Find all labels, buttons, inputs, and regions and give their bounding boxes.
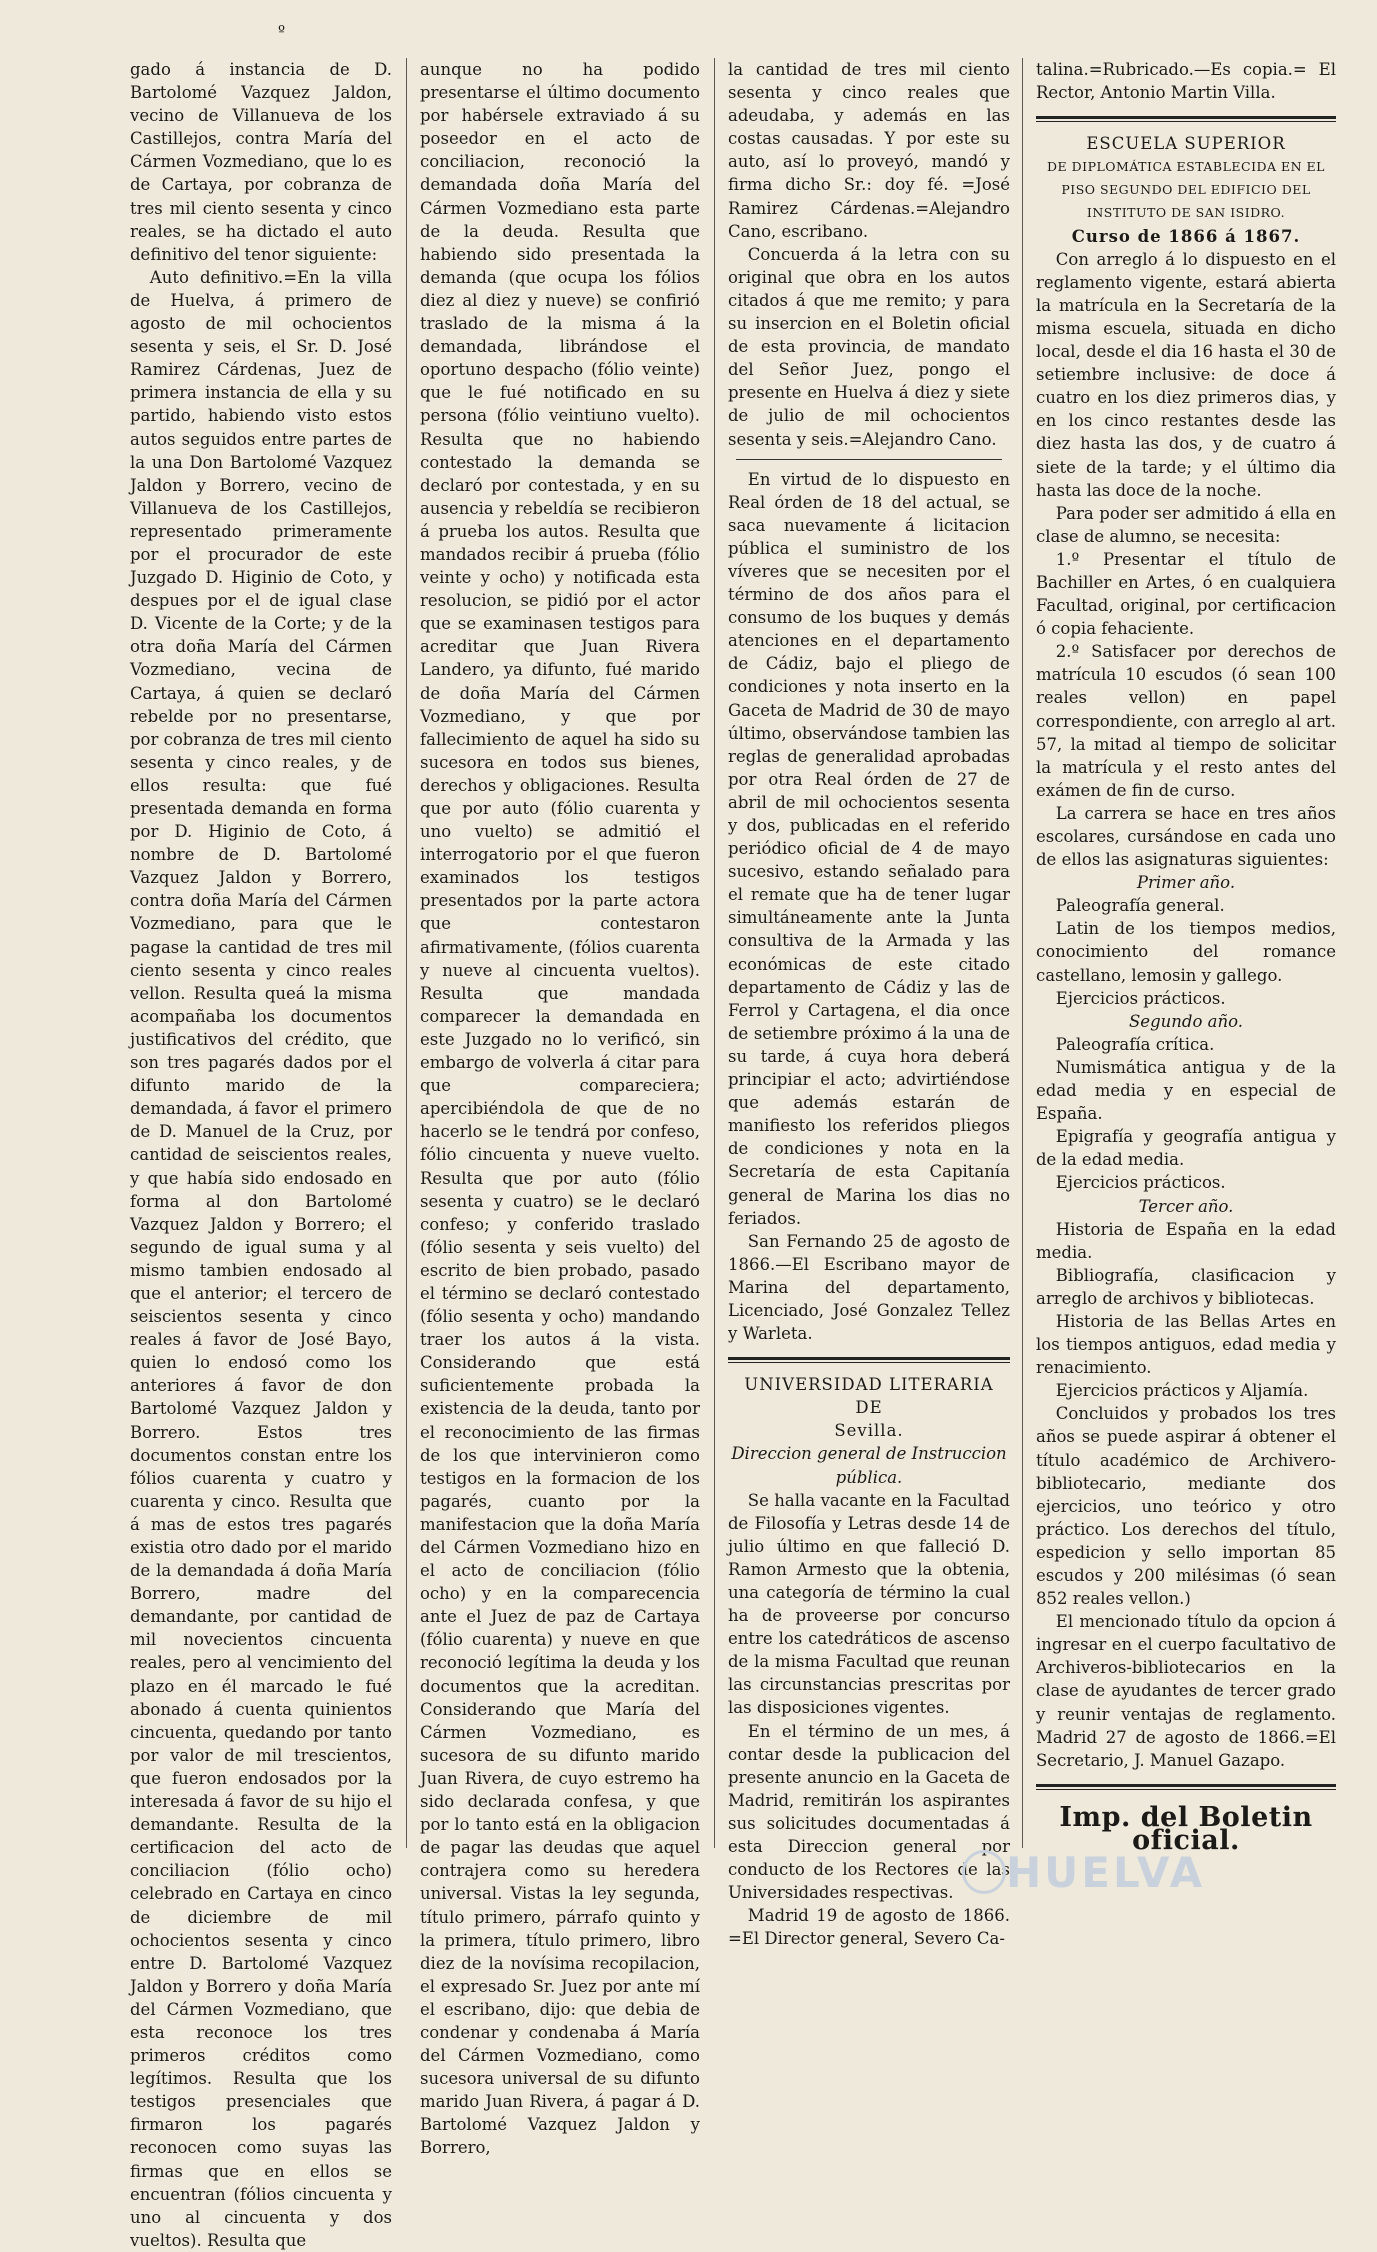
paragraph: la cantidad de tres mil ciento sesenta y cinco reales que adeudaba, y además en las costas causadas. Y por este su auto, así lo proveyó, mandó y firma dicho Sr.: doy fé. =José Ramirez Cárdenas.=Alejandro Cano, escribano.: [728, 60, 1010, 241]
subject-item: Historia de las Bellas Artes en los tiempos antiguos, edad media y renacimiento.: [1036, 1311, 1336, 1378]
subject-item: Paleografía general.: [1055, 896, 1225, 916]
column-divider: [1022, 58, 1023, 1848]
subject-item: Bibliografía, clasificacion y arreglo de archivos y bibliotecas.: [1036, 1265, 1336, 1308]
column-2: [420, 58, 700, 2158]
section-heading: UNIVERSIDAD LITERARIA DE: [744, 1375, 994, 1418]
column-4: [1036, 58, 1336, 1856]
paragraph: aunque no ha podido presentarse el último documento por habérsele extraviado á su poseedor en el acto de conciliacion, reconoció la demandada doña María del Cármen Vozmediano esta parte de la deuda. Resulta que habiendo sido presentada la demanda (que ocupa los fólios diez al diez y nueve) se confirió traslado de la misma á la demandada, librándose el oportuno despacho (fólio veinte) que le fué notificado en su persona (fólio veintiuno vuelto). Resulta que no habiendo contestado la demanda se declaró por contestada, y en su ausencia y rebeldía se recibieron á prueba los autos. Resulta que mandados recibir á prueba (fólio veinte y ocho) y notificada esta resolucion, se pidió por el actor que se examinasen testigos para acreditar que Juan Rivera Landero, ya difunto, fué marido de doña María del Cármen Vozmediano, y que por fallecimiento de aquel ha sido su sucesora en todos sus bienes, derechos y obligaciones. Resulta que por auto (fólio cuarenta y uno vuelto) se admitió el interrogatorio por el que fueron examinados los testigos presentados por la parte actora que contestaron afirmativamente, (fólios cuarenta y nueve al cincuenta vueltos). Resulta que mandada comparecer la demandada en este Juzgado no lo verificó, sin embargo de volverla á citar para que compareciera; apercibiéndola de que de no hacerlo se le tendrá por confeso, fólio cincuenta y nueve vuelto. Resulta que por auto (fólio sesenta y cuatro) se le declaró confeso; y conferido traslado (fólio sesenta y seis vuelto) del escrito de bien probado, pasado el término se declaró contestado (fólio sesenta y ocho) mandando traer los autos á la vista. Considerando que está suficientemente probada la existencia de la deuda, tanto por el reconocimiento de las firmas de los que intervinieron como testigos en la formacion de los pagarés, cuanto por la manifestacion que la doña María del Cármen Vozmediano hizo en el acto de conciliacion (fólio ocho) y en la comparecencia ante el Juez de paz de Cartaya (fólio cuarenta) y nueve en que reconoció legítima la deuda y los documentos que la acreditan. Considerando que María del Cármen Vozmediano, es sucesora de su difunto marido Juan Rivera, de cuyo estremo ha sido declarada confesa, y que por lo tanto está en la obligacion de pagar las deudas que aquel contrajera como su heredera universal. Vistas la ley segunda, título primero, párrafo quinto y la primera, título primero, libro diez de la novísima recopilacion, el expresado Sr. Juez por ante mí el escribano, dijo: que debia de condenar y condenaba á María del Cármen Vozmediano, como sucesora universal de su difunto marido Juan Rivera, á pagar á D. Bartolomé Vazquez Jaldon y Borrero,: [420, 60, 700, 2158]
paragraph: Concluidos y probados los tres años se puede aspirar á obtener el título académico de Archivero-bibliotecario, mediante dos ejercicios, uno teórico y otro práctico. Los derechos del título, espedicion y sello importan 85 escudos y 200 milésimas (ó sean 852 reales vellon.): [1036, 1404, 1336, 1609]
section-divider: [728, 1357, 1010, 1363]
section-subheading: Sevilla.: [834, 1421, 904, 1441]
column-1: [130, 58, 392, 2250]
archive-seal-icon: [962, 1850, 1006, 1894]
year-heading: Primer año.: [1136, 873, 1236, 893]
subject-item: Latin de los tiempos medios, conocimiento del romance castellano, lemosin y gallego.: [1036, 919, 1336, 985]
paragraph: San Fernando 25 de agosto de 1866.—El Escribano mayor de Marina del departamento, Licenciado, José Gonzalez Tellez y Warleta.: [728, 1231, 1010, 1344]
paragraph: 2.º Satisfacer por derechos de matrícula 10 escudos (ó sean 100 reales vellon) en papel correspondiente, con arreglo al art. 57, la mitad al tiempo de solicitar la matrícula y el resto antes del exámen de fin de curso.: [1036, 642, 1336, 800]
paragraph: Concuerda á la letra con su original que obra en los autos citados á que me remito; y para su insercion en el Boletin oficial de esta provincia, de mandato del Señor Juez, pongo el presente en Huelva á diez y siete de julio de mil ochocientos sesenta y seis.=Alejandro Cano.: [728, 244, 1010, 449]
archive-watermark: HUELVA: [1006, 1848, 1206, 1897]
paragraph: El mencionado título da opcion á ingresar en el cuerpo facultativo de Archiveros-bibliotecarios en la clase de ayudantes de tercer grado y reunir ventajas de reglamento. Madrid 27 de agosto de 1866.=El Secretario, J. Manuel Gazapo.: [1036, 1612, 1336, 1770]
section-divider: [1036, 1784, 1336, 1790]
course-line: Curso de 1866 á 1867.: [1071, 226, 1301, 246]
section-divider: [736, 459, 1002, 460]
paragraph: Con arreglo á lo dispuesto en el reglamento vigente, estará abierta la matrícula en la Secretaría de la misma escuela, situada en dicho local, desde el dia 16 hasta el 30 de setiembre inclusive: de doce á cuatro en los diez primeros dias, y en los cinco restantes desde las diez hasta las dos, y de cuatro á siete de la tarde; y el último dia hasta las doce de la noche.: [1036, 249, 1336, 500]
department-line: Direccion general de Instruccion pública.: [731, 1444, 1007, 1487]
subject-item: Ejercicios prácticos y Aljamía.: [1055, 1381, 1309, 1401]
subject-item: Epigrafía y geografía antigua y de la edad media.: [1036, 1127, 1336, 1170]
column-3: [728, 58, 1010, 1949]
column-divider: [406, 58, 407, 1848]
subject-item: Ejercicios prácticos.: [1055, 1173, 1226, 1193]
imprint-line: Imp. del Boletin oficial.: [1059, 1801, 1313, 1856]
subject-item: Ejercicios prácticos.: [1055, 988, 1226, 1008]
paragraph: talina.=Rubricado.—Es copia.= El Rector, Antonio Martin Villa.: [1036, 60, 1336, 103]
paragraph: Para poder ser admitido á ella en clase de alumno, se necesita:: [1036, 503, 1336, 546]
paragraph: gado á instancia de D. Bartolomé Vazquez Jaldon, vecino de Villanueva de los Castillejos, contra María del Cármen Vozmediano, que lo es de Cartaya, por cobranza de tres mil ciento sesenta y cinco reales, se ha dictado el auto definitivo del tenor siguiente:: [130, 60, 392, 264]
subject-item: Numismática antigua y de la edad media y en especial de España.: [1036, 1057, 1336, 1124]
section-divider: [1036, 116, 1336, 122]
paragraph: Madrid 19 de agosto de 1866. =El Director general, Severo Ca-: [728, 1906, 1010, 1949]
paragraph: Se halla vacante en la Facultad de Filosofía y Letras desde 14 de julio último en que falleció D. Ramon Armesto que la obtenia, una categoría de término la cual ha de proveerse por concurso entre los catedráticos de ascenso de la misma Facultad que reunan las circunstancias prescritas por las disposiciones vigentes.: [728, 1490, 1010, 1718]
paragraph: Auto definitivo.=En la villa de Huelva, á primero de agosto de mil ochocientos sesenta y seis, el Sr. D. José Ramirez Cárdenas, Juez de primera instancia de ella y su partido, habiendo visto estos autos seguidos entre partes de la una Don Bartolomé Vazquez Jaldon y Borrero, vecino de Villanueva de los Castillejos, representado primeramente por el procurador de este Juzgado D. Higinio de Coto, y despues por el de igual clase D. Vicente de la Corte; y de la otra doña María del Cármen Vozmediano, vecina de Cartaya, á quien se declaró rebelde por no presentarse, por cobranza de tres mil ciento sesenta y cinco reales, y de ellos resulta: que fué presentada demanda en forma por D. Higinio de Coto, á nombre de D. Bartolomé Vazquez Jaldon y Borrero, contra doña María del Cármen Vozmediano, para que le pagase la cantidad de tres mil ciento sesenta y cinco reales vellon. Resulta queá la misma acompañaba los documentos justificativos del crédito, que son tres pagarés dados por el difunto marido de la demandada, á favor el primero de D. Manuel de la Cruz, por cantidad de seiscientos reales, y que había sido endosado en forma al don Bartolomé Vazquez Jaldon y Borrero; el segundo de igual suma y al mismo tambien endosado al que el anterior; el tercero de seiscientos sesenta y cinco reales á favor de José Bayo, quien lo endosó como los anteriores á favor de don Bartolomé Vazquez Jaldon y Borrero. Estos tres documentos constan entre los fólios cuarenta y cuatro y cuarenta y cinco. Resulta que á mas de estos tres pagarés existia otro dado por el marido de la demandada á doña María Borrero, madre del demandante, por cantidad de mil novecientos cincuenta reales, pero al vencimiento del plazo en él marcado le fué abonado á cuenta quinientos cincuenta, quedando por tanto por valor de mil trescientos, que fueron endosados por la interesada á favor de su hijo el demandante. Resulta de la certificacion del acto de conciliacion (fólio ocho) celebrado en Cartaya en cinco de diciembre de mil ochocientos sesenta y cinco entre D. Bartolomé Vazquez Jaldon y Borrero y doña María del Cármen Vozmediano, que esta reconoce los tres primeros créditos como legítimos. Resulta que los testigos presenciales que firmaron los pagarés reconocen como suyas las firmas que en ellos se encuentran (fólios cincuenta y uno al cincuenta y dos vueltos). Resulta que: [130, 267, 392, 2250]
column-divider: [714, 58, 715, 1848]
section-heading: ESCUELA SUPERIOR: [1086, 134, 1286, 154]
subject-item: Paleografía crítica.: [1055, 1034, 1215, 1054]
paragraph: 1.º Presentar el título de Bachiller en Artes, ó en cualquiera Facultad, original, por certificacion ó copia fehaciente.: [1036, 549, 1336, 639]
year-heading: Tercer año.: [1138, 1196, 1234, 1216]
paragraph: La carrera se hace en tres años escolares, cursándose en cada uno de ellos las asignaturas siguientes:: [1036, 803, 1336, 870]
year-heading: Segundo año.: [1129, 1011, 1243, 1031]
page-mark: º: [278, 22, 286, 40]
subject-item: Historia de España en la edad media.: [1036, 1219, 1336, 1262]
section-subheading: DE DIPLOMÁTICA ESTABLECIDA EN EL PISO SEGUNDO DEL EDIFICIO DEL INSTITUTO DE SAN ISIDRO.: [1047, 159, 1325, 221]
paragraph: En virtud de lo dispuesto en Real órden de 18 del actual, se saca nuevamente á licitacion pública el suministro de los víveres que se necesiten por el término de dos años para el consumo de los buques y demás atenciones en el departamento de Cádiz, bajo el pliego de condiciones y nota inserto en la Gaceta de Madrid de 30 de mayo último, observándose tambien las reglas de generalidad aprobadas por otra Real órden de 27 de abril de mil ochocientos sesenta y dos, publicadas en el referido periódico oficial de 4 de mayo sucesivo, estando señalado para el remate que ha de tener lugar simultáneamente ante la Junta consultiva de la Armada y las económicas de este citado departamento de Cádiz y las de Ferrol y Cartagena, el dia once de setiembre próximo á la una de su tarde, á cuya hora deberá principiar el acto; advirtiéndose que además estarán de manifiesto los referidos pliegos de condiciones y nota en la Secretaría de esta Capitanía general de Marina los dias no feriados.: [728, 469, 1010, 1228]
paragraph: En el término de un mes, á contar desde la publicacion del presente anuncio en la Gaceta de Madrid, remitirán los aspirantes sus solicitudes documentadas á esta Direccion general por conducto de los Rectores de las Universidades respectivas.: [728, 1721, 1010, 1903]
